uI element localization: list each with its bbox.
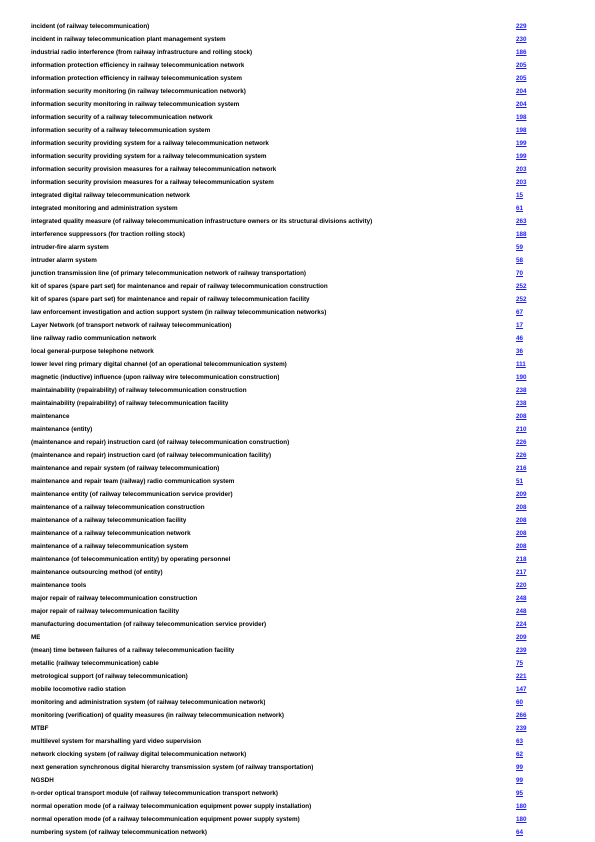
page-number-link[interactable]: 204 [516, 101, 527, 108]
index-entry [31, 800, 531, 813]
page-number-link[interactable]: 198 [516, 114, 527, 121]
page-number-link[interactable]: 205 [516, 62, 527, 69]
page-number-link[interactable]: 208 [516, 504, 527, 511]
index-entry [31, 358, 531, 371]
index-entry [31, 540, 531, 553]
index-entry [31, 709, 531, 722]
page-number-link[interactable]: 64 [516, 829, 524, 836]
index-term: maintenance of a railway telecommunication facility [31, 517, 187, 524]
index-entry [31, 267, 531, 280]
index-entry [31, 436, 531, 449]
page-number-link[interactable]: 203 [516, 179, 527, 186]
index-entry [31, 644, 531, 657]
page-number-link[interactable]: 266 [516, 712, 527, 719]
index-term: interference suppressors (for traction rolling stock) [31, 231, 185, 238]
index-entry [31, 33, 531, 46]
index-entry [31, 735, 531, 748]
index-entry [31, 332, 531, 345]
page-number-link[interactable]: 205 [516, 75, 527, 82]
index-entry [31, 579, 531, 592]
index-term: maintenance (of telecommunication entity) by operating personnel [31, 556, 231, 563]
index-entry [31, 670, 531, 683]
index-entry [31, 410, 531, 423]
index-term: maintainability (repairability) of railway telecommunication facility [31, 400, 229, 407]
index-term: major repair of railway telecommunication construction [31, 595, 198, 602]
index-entry [31, 280, 531, 293]
page-number-link[interactable]: 51 [516, 478, 524, 485]
index-term: information security provision measures for a railway telecommunication system [31, 179, 274, 186]
index-term: (mean) time between failures of a railway telecommunication facility [31, 647, 235, 654]
page-number-link[interactable]: 248 [516, 595, 527, 602]
index-entry [31, 150, 531, 163]
page-number-link[interactable]: 239 [516, 647, 527, 654]
index-entry [31, 241, 531, 254]
index-entry [31, 683, 531, 696]
index-term: information security provision measures for a railway telecommunication network [31, 166, 277, 173]
index-entry [31, 566, 531, 579]
index-term: kit of spares (spare part set) for maintenance and repair of railway telecommunication facility [31, 296, 310, 303]
index-term: information security providing system for a railway telecommunication network [31, 140, 269, 147]
index-entry [31, 449, 531, 462]
page-number-link[interactable]: 252 [516, 283, 527, 290]
index-term: maintenance tools [31, 582, 87, 589]
index-term: local general-purpose telephone network [31, 348, 154, 355]
page-number-link[interactable]: 248 [516, 608, 527, 615]
index-entry [31, 85, 531, 98]
page-number-link[interactable]: 58 [516, 257, 524, 264]
page-number-link[interactable]: 224 [516, 621, 527, 628]
page-number-link[interactable]: 198 [516, 127, 527, 134]
index-term: monitoring and administration system (of railway telecommunication network) [31, 699, 266, 706]
index-term: incident in railway telecommunication plant management system [31, 36, 226, 43]
page-number-link[interactable]: 199 [516, 153, 527, 160]
page-number-link[interactable]: 75 [516, 660, 524, 667]
page-number-link[interactable]: 226 [516, 452, 527, 459]
index-entry [31, 397, 531, 410]
page-number-link[interactable]: 99 [516, 764, 524, 771]
index-entry [31, 527, 531, 540]
page-number-link[interactable]: 210 [516, 426, 527, 433]
page-number-link[interactable]: 180 [516, 803, 527, 810]
index-entry [31, 748, 531, 761]
page-number-link[interactable]: 36 [516, 348, 524, 355]
page-number-link[interactable]: 99 [516, 777, 524, 784]
index-entry [31, 592, 531, 605]
page-number-link[interactable]: 229 [516, 23, 527, 30]
index-term: metallic (railway telecommunication) cable [31, 660, 159, 667]
index-entry [31, 124, 531, 137]
index-entry [31, 475, 531, 488]
page-number-link[interactable]: 180 [516, 816, 527, 823]
index-term: integrated digital railway telecommunication network [31, 192, 190, 199]
index-term: maintenance outsourcing method (of entity) [31, 569, 163, 576]
index-term: next generation synchronous digital hierarchy transmission system (of railway transportation) [31, 764, 314, 771]
index-entry [31, 345, 531, 358]
page-number-link[interactable]: 252 [516, 296, 527, 303]
index-term: information security of a railway telecommunication network [31, 114, 213, 121]
index-term: maintenance entity (of railway telecommunication service provider) [31, 491, 233, 498]
index-term: law enforcement investigation and action support system (in railway telecommunication networks) [31, 309, 327, 316]
index-entry [31, 618, 531, 631]
page-number-link[interactable]: 111 [516, 361, 526, 368]
index-entry [31, 813, 531, 826]
index-term: multilevel system for marshalling yard video supervision [31, 738, 202, 745]
page-number-link[interactable]: 61 [516, 205, 524, 212]
index-entry [31, 72, 531, 85]
index-term: maintenance [31, 413, 70, 420]
index-term: integrated quality measure (of railway telecommunication infrastructure owners or its structural divisions activity) [31, 218, 373, 225]
page-number-link[interactable]: 208 [516, 517, 527, 524]
index-entry [31, 46, 531, 59]
index-entry [31, 774, 531, 787]
page-number-link[interactable]: 239 [516, 725, 527, 732]
page-number-link[interactable]: 238 [516, 400, 527, 407]
index-entry [31, 163, 531, 176]
index-entry [31, 371, 531, 384]
index-term: industrial radio interference (from railway infrastructure and rolling stock) [31, 49, 253, 56]
index-term: normal operation mode (of a railway telecommunication equipment power supply system) [31, 816, 300, 823]
index-term: information security monitoring (in railway telecommunication network) [31, 88, 246, 95]
index-entry [31, 111, 531, 124]
index-entry [31, 423, 531, 436]
index-entry [31, 553, 531, 566]
index-entry [31, 761, 531, 774]
index-entry [31, 787, 531, 800]
index-entry [31, 176, 531, 189]
index-term: major repair of railway telecommunication facility [31, 608, 180, 615]
index-entry [31, 189, 531, 202]
page-number-link[interactable]: 190 [516, 374, 527, 381]
index-term: information security providing system for a railway telecommunication system [31, 153, 267, 160]
index-entry [31, 293, 531, 306]
page-number-link[interactable]: 216 [516, 465, 527, 472]
index-entry [31, 384, 531, 397]
page-number-link[interactable]: 218 [516, 556, 527, 563]
page-number-link[interactable]: 199 [516, 140, 527, 147]
index-entry [31, 202, 531, 215]
index-term: maintenance (entity) [31, 426, 93, 433]
page-number-link[interactable]: 70 [516, 270, 524, 277]
index-term: n-order optical transport module (of railway telecommunication transport network) [31, 790, 279, 797]
index-term: integrated monitoring and administration system [31, 205, 178, 212]
page-number-link[interactable]: 263 [516, 218, 527, 225]
page-number-link[interactable]: 220 [516, 582, 527, 589]
page-number-link[interactable]: 226 [516, 439, 527, 446]
index-entry [31, 254, 531, 267]
index-entry [31, 59, 531, 72]
index-entry [31, 20, 531, 33]
index-term: information security monitoring in railway telecommunication system [31, 101, 240, 108]
index-term: junction transmission line (of primary telecommunication network of railway transportation) [31, 270, 307, 277]
index-term: intruder alarm system [31, 257, 97, 264]
page-number-link[interactable]: 209 [516, 491, 527, 498]
index-term: kit of spares (spare part set) for maintenance and repair of railway telecommunication construction [31, 283, 328, 290]
page-number-link[interactable]: 67 [516, 309, 524, 316]
index-entry [31, 514, 531, 527]
index-term: maintenance and repair team (railway) radio communication system [31, 478, 235, 485]
index-term: network clocking system (of railway digital telecommunication network) [31, 751, 247, 758]
index-term: intruder-fire alarm system [31, 244, 109, 251]
page-number-link[interactable]: 17 [516, 322, 524, 329]
index-entry [31, 657, 531, 670]
page-number-link[interactable]: 46 [516, 335, 524, 342]
page-number-link[interactable]: 230 [516, 36, 527, 43]
index-term: lower level ring primary digital channel (of an operational telecommunication system) [31, 361, 287, 368]
index-entry [31, 605, 531, 618]
index-term: mobile locomotive radio station [31, 686, 126, 693]
index-term: ME [31, 634, 41, 641]
page-number-link[interactable]: 203 [516, 166, 527, 173]
page-number-link[interactable]: 147 [516, 686, 527, 693]
page-number-link[interactable]: 95 [516, 790, 524, 797]
index-term: information protection efficiency in railway telecommunication system [31, 75, 242, 82]
page-number-link[interactable]: 208 [516, 530, 527, 537]
index-term: maintenance of a railway telecommunication network [31, 530, 191, 537]
index-entry [31, 488, 531, 501]
index-term: incident (of railway telecommunication) [31, 23, 150, 30]
index-entry [31, 696, 531, 709]
page-number-link[interactable]: 62 [516, 751, 524, 758]
index-term: maintainability (repairability) of railway telecommunication construction [31, 387, 247, 394]
index-term: magnetic (inductive) influence (upon railway wire telecommunication construction) [31, 374, 280, 381]
index-term: manufacturing documentation (of railway telecommunication service provider) [31, 621, 267, 628]
page-number-link[interactable]: 204 [516, 88, 527, 95]
index-term: line railway radio communication network [31, 335, 157, 342]
page-number-link[interactable]: 188 [516, 231, 527, 238]
index-term: (maintenance and repair) instruction card (of railway telecommunication construction) [31, 439, 290, 446]
index-term: maintenance of a railway telecommunication system [31, 543, 189, 550]
index-term: monitoring (verification) of quality measures (in railway telecommunication network) [31, 712, 284, 719]
page-number-link[interactable]: 60 [516, 699, 524, 706]
index-term: Layer Network (of transport network of railway telecommunication) [31, 322, 232, 329]
index-term: information security of a railway telecommunication system [31, 127, 211, 134]
index-entry [31, 306, 531, 319]
index-term: MTBF [31, 725, 49, 732]
page-number-link[interactable]: 59 [516, 244, 524, 251]
index-list [31, 20, 531, 839]
index-term: maintenance and repair system (of railway telecommunication) [31, 465, 220, 472]
index-entry [31, 462, 531, 475]
page-number-link[interactable]: 221 [516, 673, 527, 680]
page-number-link[interactable]: 15 [516, 192, 524, 199]
index-entry [31, 228, 531, 241]
page-number-link[interactable]: 238 [516, 387, 527, 394]
index-term: (maintenance and repair) instruction card (of railway telecommunication facility) [31, 452, 272, 459]
index-term: information protection efficiency in railway telecommunication network [31, 62, 245, 69]
page-number-link[interactable]: 208 [516, 413, 527, 420]
page-number-link[interactable]: 208 [516, 543, 527, 550]
index-term: maintenance of a railway telecommunication construction [31, 504, 205, 511]
page-number-link[interactable]: 186 [516, 49, 527, 56]
index-term: NGSDH [31, 777, 54, 784]
index-entry [31, 137, 531, 150]
index-entry [31, 826, 531, 839]
index-term: metrological support (of railway telecommunication) [31, 673, 188, 680]
page-number-link[interactable]: 63 [516, 738, 524, 745]
index-entry [31, 98, 531, 111]
index-entry [31, 631, 531, 644]
page-number-link[interactable]: 209 [516, 634, 527, 641]
index-term: normal operation mode (of a railway telecommunication equipment power supply installation) [31, 803, 312, 810]
index-entry [31, 501, 531, 514]
page-number-link[interactable]: 217 [516, 569, 527, 576]
index-entry [31, 215, 531, 228]
index-entry [31, 319, 531, 332]
index-entry [31, 722, 531, 735]
index-term: numbering system (of railway telecommunication network) [31, 829, 207, 836]
